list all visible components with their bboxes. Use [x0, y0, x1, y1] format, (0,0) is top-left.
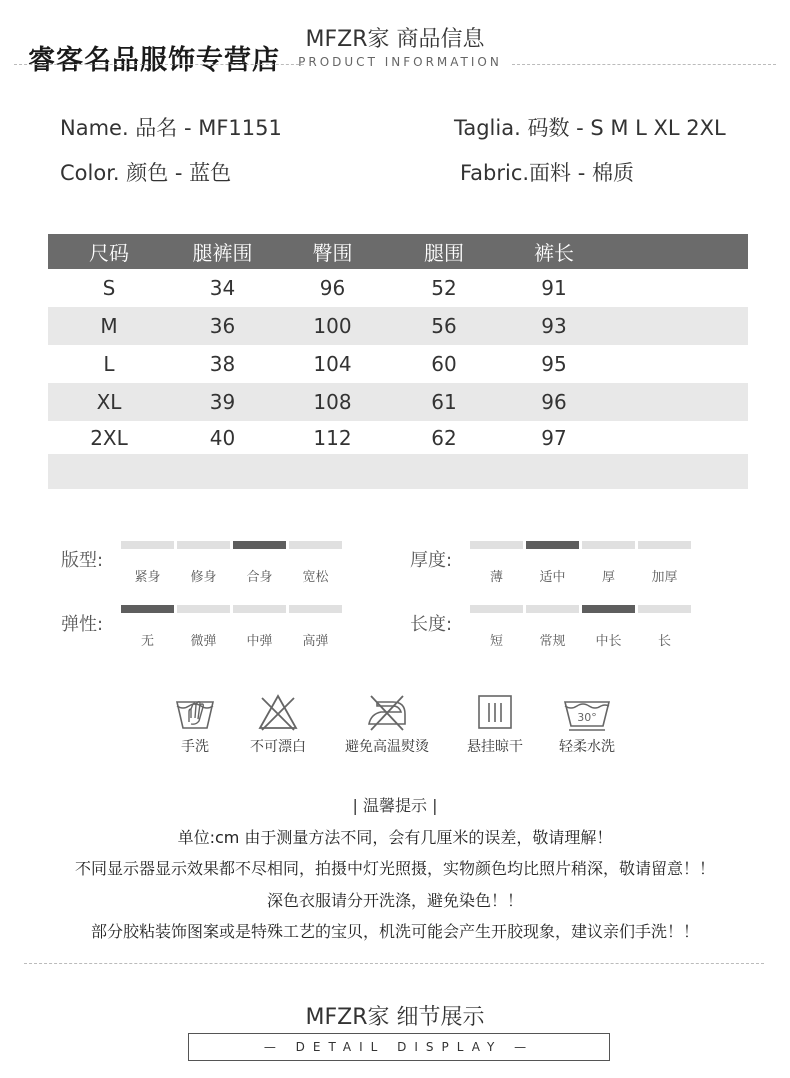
cell: 61 — [390, 383, 498, 421]
cell — [610, 345, 748, 383]
thickness-option: 薄 — [489, 570, 503, 585]
tip-line: 部分胶粘装饰图案或是特殊工艺的宝贝，机洗可能会产生开胶现象，建议亲们手洗！！ — [90, 922, 699, 941]
cell: 38 — [209, 352, 236, 376]
length-bar-2 — [582, 605, 635, 613]
cell: 108 — [275, 383, 390, 421]
detail-subtitle-box — [188, 1033, 610, 1061]
care-no-iron — [337, 692, 437, 756]
thickness-option: 厚 — [601, 570, 615, 585]
length-option: 中长 — [595, 634, 622, 649]
cell: 95 — [541, 352, 567, 376]
size-table — [48, 234, 748, 489]
care-no-bleach — [241, 692, 315, 756]
length-label: 长度: — [410, 614, 453, 635]
cell: 36 — [170, 307, 275, 345]
cell: 104 — [313, 352, 352, 376]
detail-title: MFZR家 细节展示 — [305, 1005, 485, 1030]
header-divider-left — [14, 64, 304, 65]
fit-bar-0 — [121, 541, 174, 549]
fit-option: 紧身 — [134, 570, 161, 585]
tip-line: 不同显示器显示效果都不尽相同，拍摄中灯光照摄，实物颜色均比照片稍深，敬请留意！！ — [74, 859, 715, 878]
care-label: 避免高温熨烫 — [345, 739, 429, 755]
thickness-label: 厚度: — [410, 550, 453, 571]
empty-cell — [48, 454, 748, 489]
cell — [610, 307, 748, 345]
cell: 96 — [319, 276, 346, 300]
header-length: 裤长 — [498, 234, 610, 269]
elasticity-option: 中弹 — [246, 634, 273, 649]
thickness-bar-2 — [582, 541, 635, 549]
product-name: Name. 品名 - MF1151 — [60, 116, 282, 140]
cell: 112 — [313, 425, 352, 450]
product-info-title: MFZR家 商品信息 — [305, 27, 485, 52]
length-bar-3 — [638, 605, 691, 613]
table-row — [48, 421, 748, 454]
cell: M — [48, 307, 170, 345]
length-bar-1 — [526, 605, 579, 613]
table-row — [48, 269, 748, 307]
cell: 100 — [275, 307, 390, 345]
fit-option: 修身 — [190, 570, 217, 585]
no-bleach-icon — [254, 692, 302, 732]
cell: 96 — [498, 383, 610, 421]
elasticity-bar-0 — [121, 605, 174, 613]
elasticity-label: 弹性: — [61, 614, 104, 635]
thickness-bar-3 — [638, 541, 691, 549]
wash-temperature: 30° — [577, 711, 597, 724]
product-color: Color. 颜色 - 蓝色 — [60, 161, 232, 185]
product-fabric: Fabric.面料 - 棉质 — [460, 161, 634, 185]
cell: L — [103, 352, 115, 376]
thickness-bar-0 — [470, 541, 523, 549]
length-option: 长 — [657, 634, 671, 649]
cell: 97 — [541, 425, 567, 450]
table-row — [48, 345, 748, 383]
elasticity-bar-3 — [289, 605, 342, 613]
cell: S — [102, 276, 116, 300]
tips-title: | 温馨提示 | — [352, 796, 438, 815]
fit-option: 宽松 — [302, 570, 329, 585]
header-size: 尺码 — [48, 234, 170, 269]
thickness-option: 适中 — [539, 570, 566, 585]
care-hang-dry — [458, 692, 532, 756]
header-hip: 臀围 — [275, 234, 390, 269]
fit-option: 合身 — [246, 570, 273, 585]
cell: 52 — [431, 276, 457, 300]
cell: 56 — [390, 307, 498, 345]
cell: 60 — [431, 352, 457, 376]
care-label: 悬挂晾干 — [467, 739, 523, 755]
size-table-header — [48, 234, 748, 269]
care-hand-wash — [165, 692, 225, 756]
cell: 39 — [170, 383, 275, 421]
cell: 34 — [209, 276, 236, 300]
length-option: 常规 — [539, 634, 566, 649]
fit-bar-3 — [289, 541, 342, 549]
header-waist: 腿裤围 — [170, 234, 275, 269]
length-option: 短 — [489, 634, 503, 649]
elasticity-bar-1 — [177, 605, 230, 613]
thickness-bar-1 — [526, 541, 579, 549]
care-label: 手洗 — [181, 739, 209, 755]
care-gentle-wash — [550, 692, 624, 756]
cell — [610, 269, 748, 307]
fit-label: 版型: — [61, 550, 104, 571]
cell: 91 — [541, 276, 567, 300]
tip-line: 深色衣服请分开洗涤，避免染色！！ — [266, 891, 523, 910]
elasticity-option: 微弹 — [190, 634, 217, 649]
table-row — [48, 307, 748, 345]
cell — [610, 421, 748, 454]
thickness-option: 加厚 — [651, 570, 678, 585]
care-label: 不可漂白 — [250, 739, 306, 755]
detail-subtitle: — DETAIL DISPLAY — — [263, 1040, 535, 1054]
cell: 93 — [498, 307, 610, 345]
cell: 40 — [209, 425, 236, 450]
cell: 62 — [431, 425, 457, 450]
product-sizes: Taglia. 码数 - S M L XL 2XL — [454, 116, 726, 140]
cell: XL — [48, 383, 170, 421]
wash-30-icon — [561, 692, 613, 732]
care-label: 轻柔水洗 — [559, 739, 615, 755]
no-iron-icon — [363, 692, 411, 732]
elasticity-option: 高弹 — [302, 634, 329, 649]
hand-wash-icon — [171, 692, 219, 732]
hang-dry-icon — [471, 692, 519, 732]
section-divider — [24, 963, 764, 964]
tip-line: 单位:cm 由于测量方法不同，会有几厘米的误差，敬请理解！ — [177, 828, 613, 847]
cell — [610, 383, 748, 421]
elasticity-option: 无 — [140, 634, 154, 649]
header-empty — [610, 234, 748, 269]
table-row-empty — [48, 454, 748, 489]
table-row — [48, 383, 748, 421]
fit-bar-1 — [177, 541, 230, 549]
length-bar-0 — [470, 605, 523, 613]
cell: 2XL — [90, 425, 128, 450]
elasticity-bar-2 — [233, 605, 286, 613]
header-thigh: 腿围 — [390, 234, 498, 269]
header-divider-right — [512, 64, 776, 65]
fit-bar-2 — [233, 541, 286, 549]
product-info-subtitle: PRODUCT INFORMATION — [298, 55, 502, 69]
store-watermark: 睿客名品服饰专营店 — [28, 45, 280, 76]
